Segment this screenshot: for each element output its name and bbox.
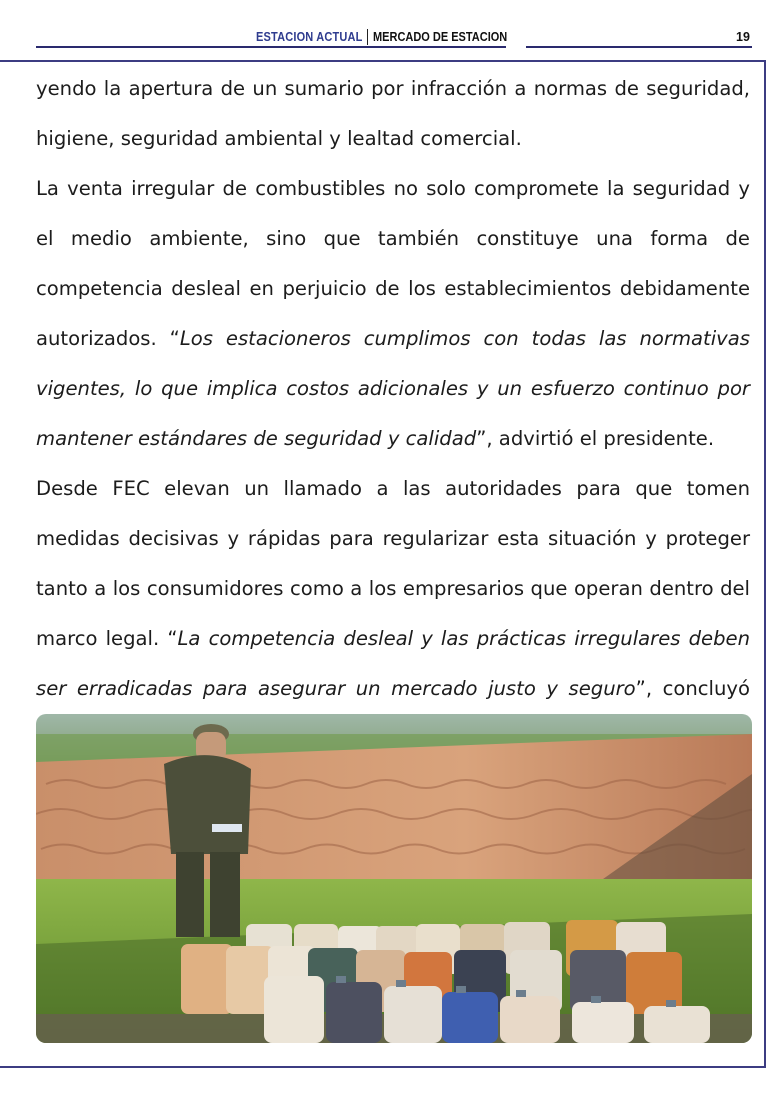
page-header <box>0 0 779 60</box>
paragraph-1 <box>36 64 750 164</box>
paragraph-2 <box>36 164 750 464</box>
page-number: 19 <box>736 30 750 44</box>
paragraph-2-outro: ”, advirtió el presidente. <box>476 427 715 450</box>
header-rule-left <box>36 46 506 48</box>
article-photo <box>36 714 752 1043</box>
article-body <box>36 64 750 764</box>
paragraph-3-quote: La competencia desleal y las prácticas irregulares deben ser erradicadas para asegurar un mercado justo y seguro <box>36 627 751 700</box>
paragraph-3-intro: Desde FEC elevan un llamado a las autoridades para que tomen medidas decisivas y rápidas para regularizar esta situación y proteger tanto a los consumidores como a los empresarios que operan dentro del marco legal. “ <box>36 477 750 650</box>
header-publication-label: MERCADO DE ESTACION <box>373 30 508 44</box>
paragraph-3-outro: ”, concluyó <box>635 677 750 700</box>
header-separator <box>367 29 368 45</box>
paragraph-2-intro: La venta irregular de combustibles no solo compromete la seguridad y el medio ambiente, sino que también constituye una forma de competencia desleal en perjuicio de los establecimientos debidamente autorizados. “ <box>36 177 750 350</box>
paragraph-1-text: yendo la apertura de un sumario por infracción a normas de seguridad, higiene, seguridad ambiental y lealtad comercial. <box>36 77 750 150</box>
photo-illustration <box>36 714 752 1043</box>
paragraph-2-quote: Los estacioneros cumplimos con todas las normativas vigentes, lo que implica costos adicionales y un esfuerzo continuo por mantener estándares de seguridad y calidad <box>36 327 750 450</box>
header-rule-right <box>526 46 752 48</box>
header-section-label: ESTACION ACTUAL <box>256 30 363 44</box>
